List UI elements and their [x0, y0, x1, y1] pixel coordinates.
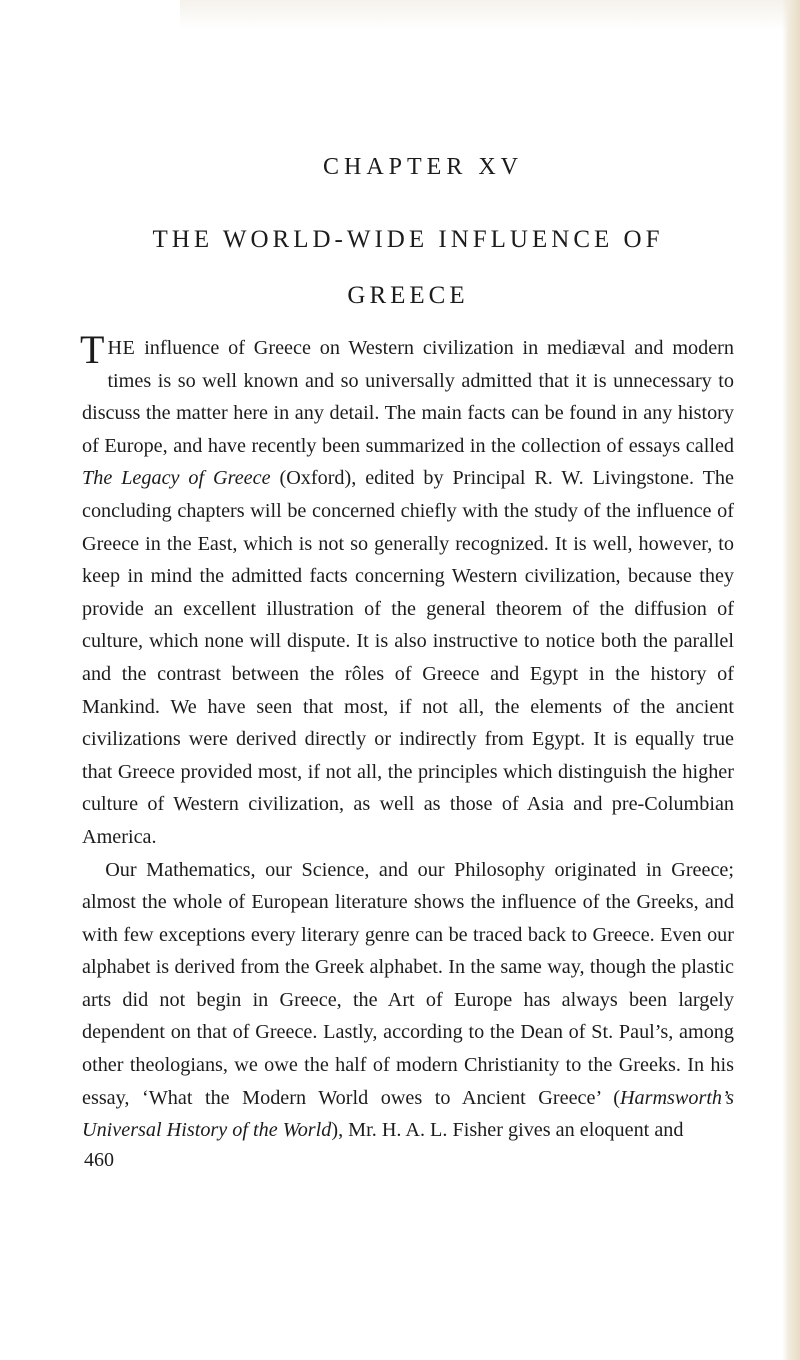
- paragraph-1: [80, 327, 734, 854]
- chapter-body: [80, 327, 734, 1147]
- book-page: [82, 150, 734, 1173]
- chapter-label: CHAPTER XV: [322, 154, 523, 180]
- book-title-legacy-of-greece: The Legacy of Greece: [82, 467, 271, 490]
- previous-page-bleed: [180, 0, 800, 30]
- opening-small-caps: HE: [107, 337, 136, 359]
- page-number: 460: [84, 1148, 114, 1171]
- paragraph-1-text-a: influence of Greece on Western civilization in mediæval and modern times is so well known and so universally admitted that it is unnecessary to discuss the matter here in any detail. The main facts can be found in any history of Europe, and have recently been summarized in the collection of essays called: [82, 337, 734, 457]
- drop-cap: T: [80, 327, 105, 372]
- paragraph-1-text-b: (Oxford), edited by Principal R. W. Livingstone. The concluding chapters will be concerned chiefly with the study of the influence of Greece in the East, which is not so generally recognized. It is well, however, to keep in mind the admitted facts concerning Western civilization, because they provide an excellent illustration of the general theorem of the diffusion of culture, which none will dispute. It is also instructive to notice both the parallel and the contrast between the rôles of Greece and Egypt in the history of Mankind. We have seen that most, if not all, the elements of the ancient civilizations were derived directly or indirectly from Egypt. It is equally true that Greece provided most, if not all, the principles which distinguish the higher culture of Western civilization, as well as those of Asia and pre-Columbian America.: [82, 467, 734, 848]
- page-edge-shadow: [782, 0, 800, 1360]
- chapter-title: [82, 212, 734, 324]
- chapter-title-line-2: GREECE: [347, 282, 469, 309]
- paragraph-2-text-b: ), Mr. H. A. L. Fisher gives an eloquent and: [331, 1119, 684, 1142]
- chapter-title-line-1: THE WORLD-WIDE INFLUENCE OF: [152, 226, 664, 253]
- paragraph-2-text-a: Our Mathematics, our Science, and our Philosophy originated in Greece; almost the whole of European literature shows the influence of the Greeks, and with few exceptions every literary genre can be traced back to Greece. Even our alphabet is derived from the Greek alphabet. In the same way, though the plastic arts did not begin in Greece, the Art of Europe has always been largely dependent on that of Greece. Lastly, according to the Dean of St. Paul’s, among other theologians, we owe the half of modern Christianity to the Greeks. In his essay, ‘What the Modern World owes to Ancient Greece’ (: [82, 858, 734, 1109]
- book-title-harmsworth: Harmsworth’s Universal History of the World: [82, 1086, 734, 1142]
- paragraph-2: [82, 854, 734, 1147]
